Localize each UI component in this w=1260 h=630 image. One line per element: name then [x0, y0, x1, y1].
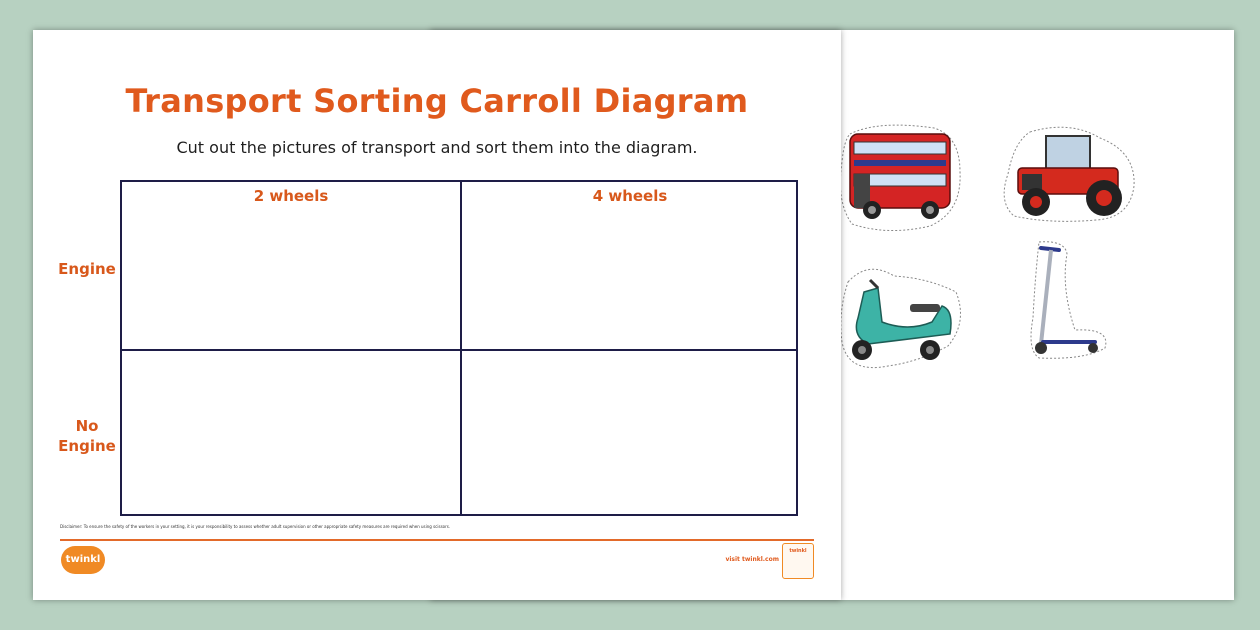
carroll-diagram-grid — [120, 180, 798, 516]
grid-divider-vertical — [460, 182, 462, 514]
tractor-icon[interactable] — [1000, 122, 1140, 224]
quality-badge-text: twinkl — [789, 548, 807, 554]
row-heading-engine-text: Engine — [58, 260, 116, 278]
disclaimer: Disclaimer: To ensure the safety of the workers in your setting, it is your responsibility to assess whether adult supervision or other appropriate safety measures are required when using scissors. — [60, 524, 451, 529]
instructions: Cut out the pictures of transport and sort them into the diagram. — [176, 138, 698, 157]
kick-scooter-icon[interactable] — [1025, 238, 1111, 362]
row-heading-no-text: No — [75, 417, 99, 435]
column-heading-2-wheels: 2 wheels — [253, 187, 329, 205]
quality-badge — [782, 543, 814, 579]
cell-engine-2-wheels[interactable] — [122, 182, 460, 349]
grid-divider-horizontal — [122, 349, 796, 351]
worksheet-page — [33, 30, 841, 600]
scooter-icon[interactable] — [838, 262, 966, 374]
cell-engine-4-wheels[interactable] — [462, 182, 798, 349]
footer-divider — [60, 539, 814, 541]
twinkl-logo: twinkl — [61, 546, 105, 574]
bus-icon[interactable] — [838, 122, 962, 234]
cell-no-engine-4-wheels[interactable] — [462, 351, 798, 516]
column-heading-4-wheels: 4 wheels — [592, 187, 668, 205]
row-heading-engine-text: Engine — [58, 437, 116, 455]
page-title: Transport Sorting Carroll Diagram — [125, 82, 749, 120]
cell-no-engine-2-wheels[interactable] — [122, 351, 460, 516]
visit-link[interactable]: visit twinkl.com — [725, 556, 779, 563]
